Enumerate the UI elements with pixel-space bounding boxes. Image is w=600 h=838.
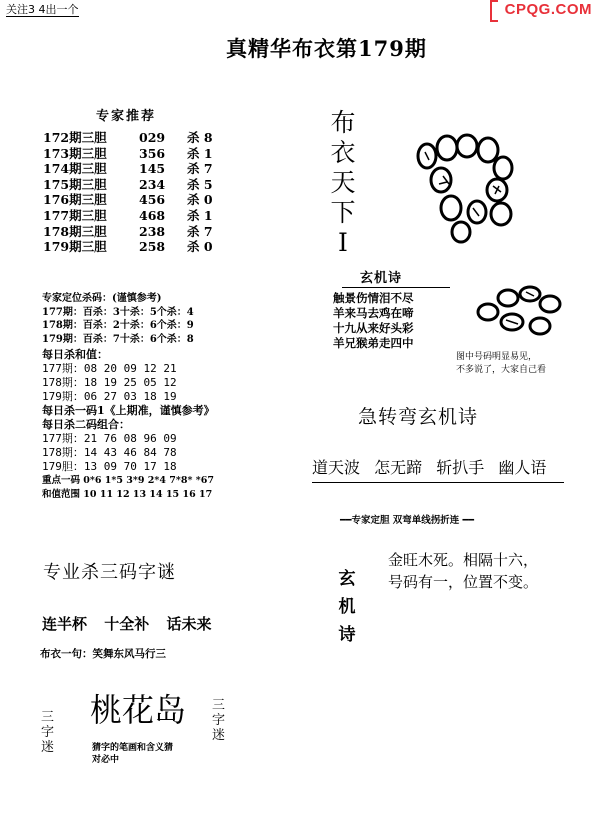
list-item: 177期：08 20 09 12 21 bbox=[42, 362, 177, 375]
riddle-answers bbox=[42, 617, 224, 632]
vertical-title: 布 衣 天 下 I bbox=[330, 108, 356, 257]
expert-note: ━━专家定胆 双弯单线拐折连 ━━ bbox=[340, 515, 474, 526]
riddle-hint: 猜字的笔画和含义猜 对必中 bbox=[92, 743, 174, 765]
phrase: 幽人语 bbox=[498, 458, 547, 477]
list-item: 178期三胆 238 杀 7 bbox=[43, 223, 213, 239]
buyi-line: 布衣一句：笑舞东风马行三 bbox=[40, 648, 166, 660]
sum-header: 每日杀和值： bbox=[42, 348, 108, 361]
divider bbox=[342, 287, 450, 288]
list-item: 172期三胆 029 杀 8 bbox=[43, 130, 213, 145]
list-item: 178期：18 19 25 05 12 bbox=[42, 376, 177, 389]
list-item: 175期三胆 234 杀 5 bbox=[43, 176, 213, 192]
position-kill-block bbox=[42, 292, 194, 346]
word-riddle-left: 三 字 迷 bbox=[41, 710, 55, 755]
mystic-poem-title: 玄机诗 bbox=[360, 271, 403, 286]
list-item: 177期：百杀：3十杀：5个杀：4 bbox=[42, 306, 194, 318]
watermark-bracket bbox=[490, 0, 498, 22]
urgent-poem-title: 急转弯玄机诗 bbox=[358, 406, 479, 428]
list-item: 177期三胆 468 杀 1 bbox=[43, 207, 213, 223]
riddle-answer: 连半杯 bbox=[42, 615, 88, 633]
poem-line: 触景伤情泪不尽 bbox=[333, 291, 414, 305]
list-item: 179胆：13 09 70 17 18 bbox=[42, 460, 177, 473]
phrase: 斩扒手 bbox=[436, 458, 485, 477]
daily-kill-block bbox=[42, 348, 215, 502]
position-kill-header: 专家定位杀码：(谨慎参考) bbox=[42, 293, 162, 304]
puzzle-picture-beads bbox=[405, 128, 545, 248]
riddle-answer: 十全补 bbox=[104, 615, 150, 633]
poem-line: 羊来马去鸡在啼 bbox=[333, 306, 414, 320]
expert-section-title: 专家推荐 bbox=[96, 109, 157, 124]
list-item: 174期三胆 145 杀 7 bbox=[43, 161, 213, 177]
puzzle-picture-chain bbox=[470, 282, 570, 342]
word-riddle-right: 三 字 迷 bbox=[212, 698, 226, 743]
list-item: 178期：14 43 46 84 78 bbox=[42, 446, 177, 459]
poem-text bbox=[388, 549, 538, 593]
poem-line: 羊兄猴弟走四中 bbox=[333, 336, 414, 350]
mystic-poem bbox=[333, 291, 414, 351]
phrase: 道天波 bbox=[312, 458, 361, 477]
phrase: 怎无蹄 bbox=[374, 458, 423, 477]
poem-line: 金旺木死。相隔十六， bbox=[388, 551, 539, 569]
riddle-answer: 话未来 bbox=[166, 615, 212, 633]
riddle-phrases bbox=[312, 460, 555, 476]
vertical-poem-label: 玄 机 诗 bbox=[338, 569, 356, 645]
image-note: 图中号码明显易见， 不多说了，大家自己看 bbox=[456, 352, 547, 375]
list-item: 179期：06 27 03 18 19 bbox=[42, 390, 177, 403]
list-item: 176期三胆 456 杀 0 bbox=[43, 192, 213, 208]
list-item: 173期三胆 356 杀 1 bbox=[43, 145, 213, 161]
list-item: 179期三胆 258 杀 0 bbox=[43, 239, 213, 255]
poem-line: 号码有一，位置不变。 bbox=[388, 573, 539, 591]
list-item: 179期：百杀：7十杀：6个杀：8 bbox=[42, 333, 194, 345]
taohua-riddle: 桃花岛 bbox=[90, 691, 187, 729]
sum-range-line: 和值范围 10 11 12 13 14 15 16 17 bbox=[42, 489, 213, 500]
expert-list bbox=[43, 130, 213, 255]
divider bbox=[312, 482, 564, 483]
watermark-logo: CPQG.COM bbox=[504, 1, 592, 18]
page-title: 真精华布衣第179期 bbox=[226, 36, 427, 61]
pair-header: 每日杀二码组合： bbox=[42, 418, 130, 431]
top-note: 关注3 4出一个 bbox=[6, 3, 79, 16]
list-item: 177期：21 76 08 96 09 bbox=[42, 432, 177, 445]
key-code-line: 重点一码 0*6 1*5 3*9 2*4 7*8* *67 bbox=[42, 475, 214, 486]
list-item: 178期：百杀：2十杀：6个杀：9 bbox=[42, 320, 194, 332]
riddle-title: 专业杀三码字谜 bbox=[43, 562, 176, 583]
one-code-line: 每日杀一码1《上期准，谨慎参考》 bbox=[42, 404, 215, 417]
poem-line: 十九从来好头彩 bbox=[333, 321, 414, 335]
